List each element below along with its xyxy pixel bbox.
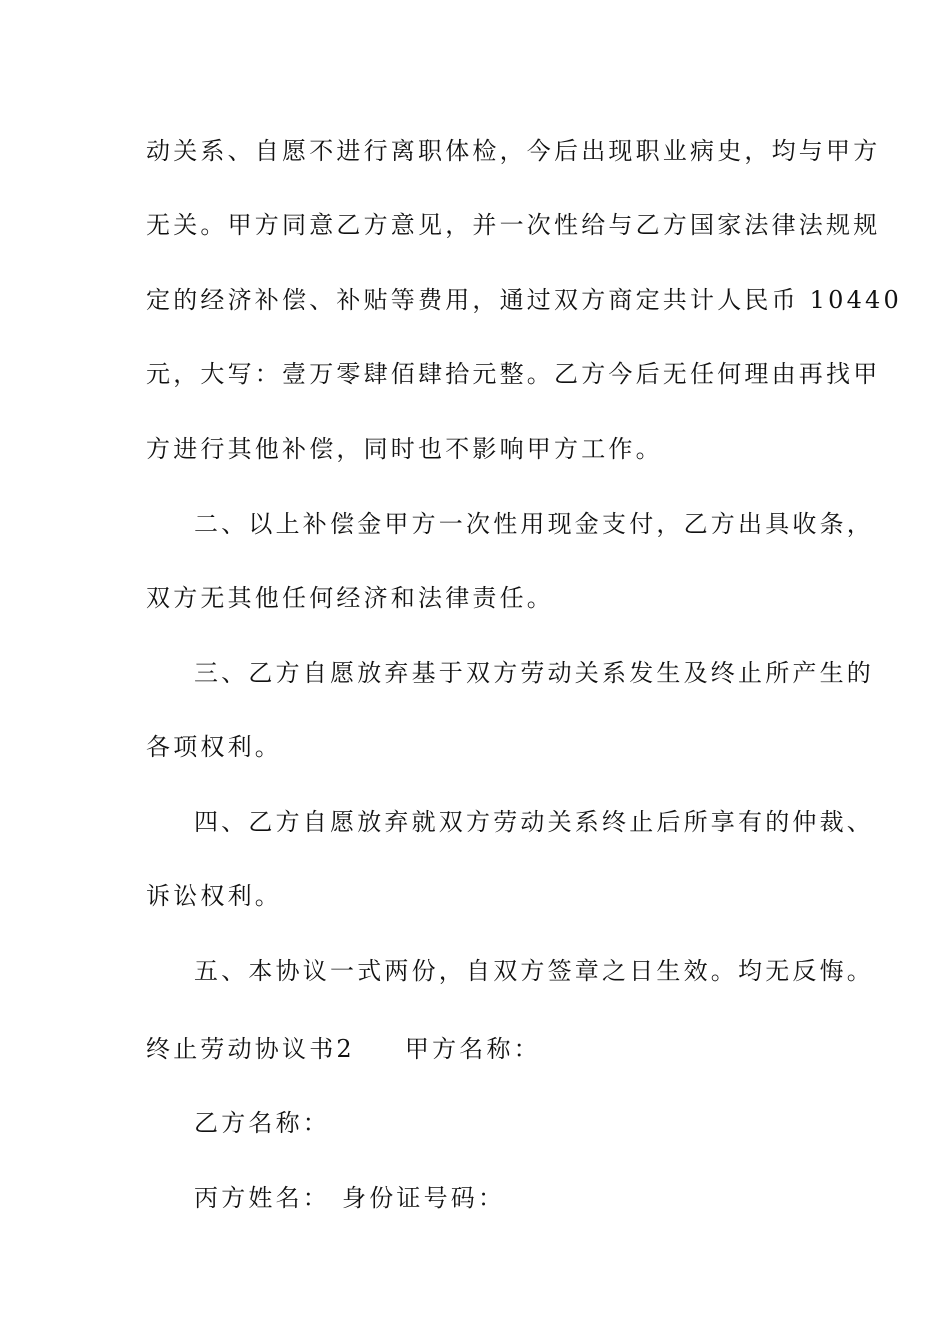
paragraph-line-3: 定的经济补偿、补贴等费用，通过双方商定共计人民币 10440 <box>146 286 902 314</box>
clause-2-line-1: 二、以上补偿金甲方一次性用现金支付，乙方出具收条， <box>194 510 874 538</box>
clause-4-line-1: 四、乙方自愿放弃就双方劳动关系终止后所享有的仲裁、 <box>194 808 874 836</box>
party-c-name-label: 丙方姓名： <box>194 1184 330 1212</box>
paragraph-line-2: 无关。甲方同意乙方意见，并一次性给与乙方国家法律法规规 <box>146 211 881 239</box>
agreement-title: 终止劳动协议书2 <box>146 1035 355 1063</box>
clause-3-line-2: 各项权利。 <box>146 733 282 761</box>
title-line <box>146 1034 541 1064</box>
clause-4-line-2: 诉讼权利。 <box>146 882 282 910</box>
clause-2-line-2: 双方无其他任何经济和法律责任。 <box>146 584 554 612</box>
id-number-label: 身份证号码： <box>342 1184 506 1212</box>
party-b-label: 乙方名称： <box>194 1109 330 1137</box>
paragraph-line-5: 方进行其他补偿，同时也不影响甲方工作。 <box>146 435 663 463</box>
clause-3-line-1: 三、乙方自愿放弃基于双方劳动关系发生及终止所产生的 <box>194 659 874 687</box>
party-a-label: 甲方名称： <box>404 1035 541 1063</box>
party-c-line <box>194 1183 505 1213</box>
paragraph-line-4: 元，大写：壹万零肆佰肆拾元整。乙方今后无任何理由再找甲 <box>146 360 881 388</box>
paragraph-line-1: 动关系、自愿不进行离职体检，今后出现职业病史，均与甲方 <box>146 137 881 165</box>
clause-5-line: 五、本协议一式两份，自双方签章之日生效。均无反悔。 <box>194 957 874 985</box>
